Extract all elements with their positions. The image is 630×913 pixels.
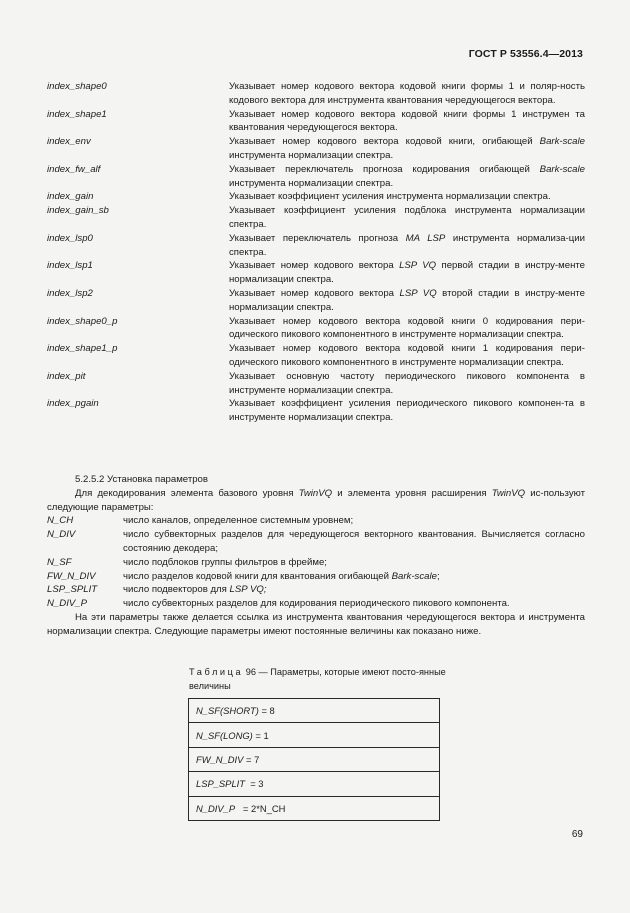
parameter-description: число каналов, определенное системным уровнем; [123, 515, 354, 527]
parameter-term: FW_N_DIV [47, 570, 96, 582]
table-row [189, 723, 440, 747]
definition-term: index_lsp1 [47, 260, 93, 272]
parameter-item [47, 528, 585, 556]
definition-item [47, 163, 585, 191]
table-caption [189, 665, 449, 693]
document-header: ГОСТ Р 53556.4—2013 [468, 48, 583, 60]
definition-item [47, 370, 585, 398]
table-caption-label: Таблица [189, 667, 244, 677]
definition-item [47, 108, 585, 136]
definition-description: Указывает номер кодового вектора LSP VQ второй стадии в инстру-менте нормализации спектра. [229, 287, 585, 313]
definition-description: Указывает переключатель прогноза MA LSP инструмента нормализа-ции спектра. [229, 232, 586, 258]
parameter-term: N_DIV [47, 529, 76, 541]
definition-description: Указывает номер кодового вектора кодовой книги, огибающей Bark-scale инструмента нормализации спектра. [229, 136, 585, 161]
parameter-description: число подблоков группы фильтров в фрейме; [123, 556, 327, 568]
table-cell: LSP_SPLIT = 3 [189, 772, 440, 796]
definition-description: Указывает номер кодового вектора кодовой книги 0 кодирования пери-одического пикового компонентного в инструменте нормализации спектра. [229, 315, 585, 341]
table-row [189, 747, 440, 771]
parameter-term: N_CH [47, 515, 74, 527]
table-caption-text: 96 — Параметры, которые имеют посто-янные величины [189, 667, 446, 691]
definition-list [47, 80, 585, 425]
definition-description: Указывает номер кодового вектора кодовой книги формы 1 инструмен та квантования чередующегося вектора. [229, 108, 585, 134]
definition-description: Указывает переключатель прогноза кодирования огибающей Bark-scale инструмента нормализации спектра. [229, 163, 585, 189]
definition-term: index_gain [47, 191, 94, 203]
definition-term: index_gain_sb [47, 205, 109, 217]
parameter-description: число субвекторных разделов для кодирования периодического пикового компонента. [123, 598, 510, 610]
parameter-description: число разделов кодовой книги для квантования огибающей Bark-scale; [123, 570, 440, 582]
definition-description: Указывает коэффициент усиления подблока инструмента нормализации спектра. [229, 205, 585, 230]
table-cell: N_SF(LONG) = 1 [189, 723, 440, 747]
parameter-description: число субвекторных разделов для чередующегося векторного квантования. Вычисляется согласно состоянию декодера; [123, 529, 585, 554]
definition-term: index_pit [47, 370, 86, 382]
definition-term: index_shape1_p [47, 343, 118, 355]
table-cell: FW_N_DIV = 7 [189, 747, 440, 771]
table-cell: N_DIV_P = 2*N_CH [189, 796, 440, 820]
definition-item [47, 232, 585, 260]
definition-item [47, 342, 585, 370]
table-row [189, 796, 440, 820]
definition-term: index_shape1 [47, 108, 107, 120]
definition-item [47, 259, 585, 287]
parameter-item [47, 597, 585, 611]
definition-item [47, 190, 585, 204]
definition-item [47, 80, 585, 108]
table-cell: N_SF(SHORT) = 8 [189, 699, 440, 723]
definition-term: index_fw_alf [47, 163, 101, 175]
parameter-item [47, 570, 585, 584]
parameter-item [47, 514, 585, 528]
definition-description: Указывает основную частоту периодического пикового компонента в инструменте нормализации спектра. [229, 370, 585, 396]
parameter-term: LSP_SPLIT [47, 584, 98, 596]
parameter-item [47, 556, 585, 570]
definition-description: Указывает коэффициент усиления периодического пикового компонен-та в инструменте нормализации спектра. [229, 398, 585, 424]
definition-term: index_env [47, 136, 91, 148]
definition-item [47, 315, 585, 343]
definition-description: Указывает номер кодового вектора LSP VQ первой стадии в инстру-менте нормализации спектра. [229, 260, 585, 286]
definition-term: index_pgain [47, 398, 99, 410]
section-closing: На эти параметры также делается ссылка из инструмента квантования чередующегося вектора и инструмента нормализации спектра. Следующие параметры имеют постоянные величины как показано ниже. [47, 611, 585, 637]
definition-item [47, 287, 585, 315]
parameter-description: число подвекторов для LSP VQ; [123, 584, 267, 596]
definition-description: Указывает номер кодового вектора кодовой книги 1 кодирования пери-одического пикового компонентного в инструменте нормализации спектра. [229, 343, 585, 368]
definition-item [47, 397, 585, 425]
definition-term: index_lsp2 [47, 287, 93, 299]
table-row [189, 699, 440, 723]
parameter-term: N_SF [47, 556, 72, 568]
section-intro: Для декодирования элемента базового уровня TwinVQ и элемента уровня расширения TwinVQ ис-пользуют следующие параметры: [47, 487, 585, 513]
definition-item [47, 204, 585, 232]
definition-description: Указывает коэффициент усиления инструмента нормализации спектра. [229, 191, 551, 203]
page-number: 69 [571, 829, 583, 840]
definition-description: Указывает номер кодового вектора кодовой книги формы 1 и поляр-ность кодового вектора для инструмента квантования чередующегося вектора. [229, 81, 585, 106]
section-parameters [47, 473, 585, 639]
definition-term: index_shape0_p [47, 315, 118, 327]
definition-term: index_shape0 [47, 81, 107, 92]
definition-term: index_lsp0 [47, 232, 93, 244]
constants-table [188, 698, 440, 821]
table-row [189, 772, 440, 796]
parameter-term: N_DIV_P [47, 598, 87, 610]
parameter-item [47, 583, 585, 597]
definition-item [47, 135, 585, 163]
section-heading: 5.2.5.2 Установка параметров [75, 474, 208, 485]
